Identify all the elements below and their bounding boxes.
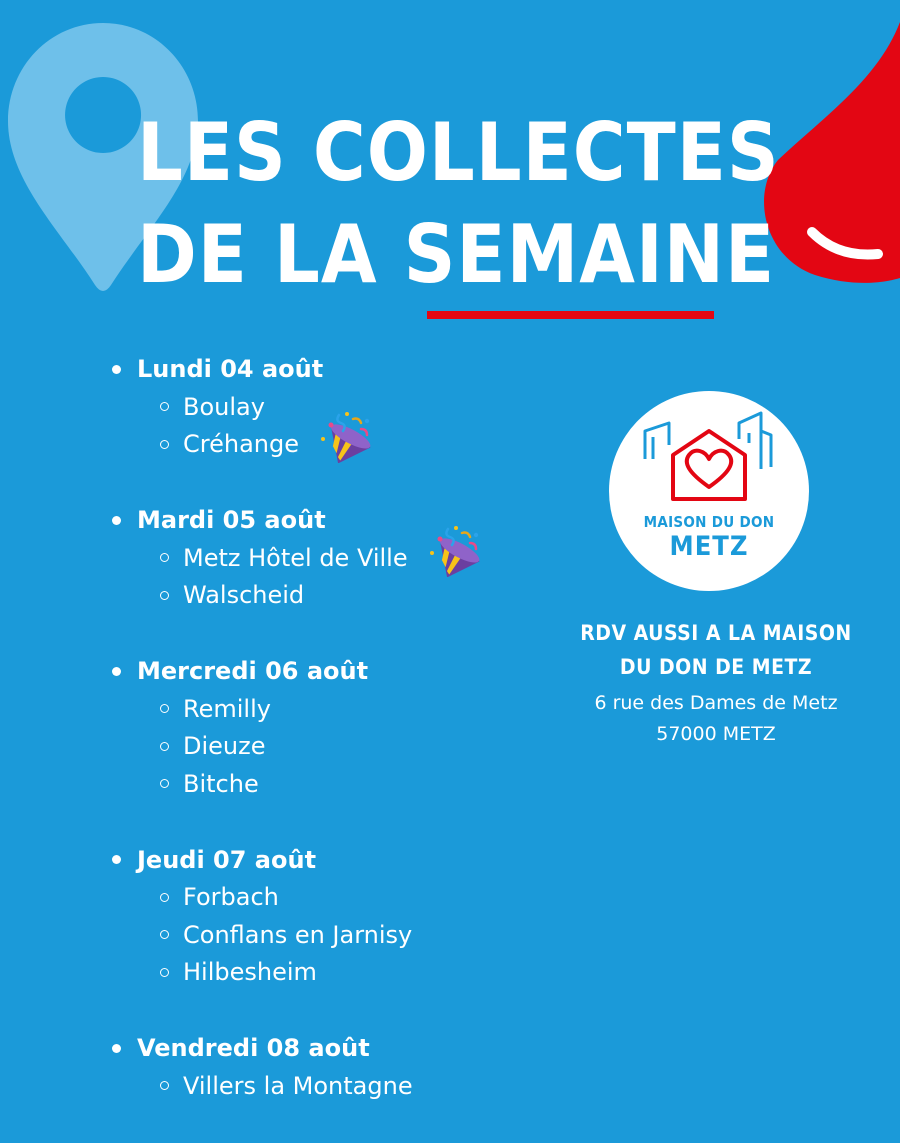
rdv-section <box>560 616 872 750</box>
bullet-icon <box>112 1044 121 1053</box>
circle-bullet-icon <box>160 742 169 751</box>
schedule-day <box>112 501 572 614</box>
collection-schedule <box>112 350 572 1143</box>
place-item <box>160 879 572 917</box>
circle-bullet-icon <box>160 930 169 939</box>
place-name: Remilly <box>183 694 271 723</box>
day-heading <box>112 1029 572 1067</box>
place-name: Créhange <box>183 430 299 459</box>
place-item <box>160 426 572 464</box>
day-heading <box>112 652 572 690</box>
circle-bullet-icon <box>160 553 169 562</box>
blood-drop-icon <box>760 10 900 290</box>
circle-bullet-icon <box>160 440 169 449</box>
place-item <box>160 765 572 803</box>
schedule-day <box>112 1029 572 1105</box>
day-label: Vendredi 08 août <box>137 1034 370 1062</box>
place-name: Metz Hôtel de Ville <box>183 543 408 572</box>
rdv-heading-line-2: DU DON DE METZ <box>619 655 813 679</box>
bullet-icon <box>112 516 121 525</box>
places-list <box>112 539 572 614</box>
rdv-address <box>560 688 872 750</box>
places-list <box>112 1067 572 1105</box>
bullet-icon <box>112 667 121 676</box>
day-label: Lundi 04 août <box>137 355 324 383</box>
address-city: 57000 METZ <box>656 723 776 745</box>
day-label: Mercredi 06 août <box>137 657 369 685</box>
party-popper-icon <box>426 525 484 577</box>
party-popper-icon <box>317 411 375 463</box>
place-item <box>160 728 572 766</box>
place-item <box>160 916 572 954</box>
place-item <box>160 577 572 615</box>
circle-bullet-icon <box>160 1081 169 1090</box>
rdv-heading-line-1: RDV AUSSI A LA MAISON <box>580 621 852 645</box>
place-name: Dieuze <box>183 732 266 761</box>
title-line-2: DE LA SEMAINE <box>137 208 776 301</box>
place-name: Hilbesheim <box>183 958 317 987</box>
place-item <box>160 954 572 992</box>
schedule-day <box>112 841 572 992</box>
circle-bullet-icon <box>160 968 169 977</box>
circle-bullet-icon <box>160 402 169 411</box>
address-street: 6 rue des Dames de Metz <box>594 692 838 714</box>
places-list <box>112 879 572 992</box>
bullet-icon <box>112 365 121 374</box>
schedule-day <box>112 350 572 463</box>
circle-bullet-icon <box>160 893 169 902</box>
day-heading <box>112 841 572 879</box>
house-heart-icon <box>639 409 779 509</box>
place-name: Bitche <box>183 769 259 798</box>
maison-du-don-logo <box>609 391 809 591</box>
page-title <box>137 102 780 306</box>
rdv-heading <box>560 616 872 684</box>
bullet-icon <box>112 855 121 864</box>
day-label: Mardi 05 août <box>137 506 326 534</box>
day-heading <box>112 501 572 539</box>
place-name: Conflans en Jarnisy <box>183 920 413 949</box>
places-list <box>112 690 572 803</box>
day-heading <box>112 350 572 388</box>
day-label: Jeudi 07 août <box>137 845 317 874</box>
logo-text-metz: METZ <box>669 531 749 562</box>
circle-bullet-icon <box>160 779 169 788</box>
title-underline <box>427 311 714 319</box>
schedule-day <box>112 652 572 803</box>
place-name: Boulay <box>183 392 265 421</box>
places-list <box>112 388 572 463</box>
place-name: Walscheid <box>183 581 305 610</box>
title-line-1: LES COLLECTES <box>137 106 780 199</box>
place-item <box>160 690 572 728</box>
place-item <box>160 1067 572 1105</box>
place-name: Villers la Montagne <box>183 1071 413 1100</box>
place-name: Forbach <box>183 883 279 912</box>
logo-text-maison: MAISON DU DON <box>643 513 775 531</box>
circle-bullet-icon <box>160 704 169 713</box>
circle-bullet-icon <box>160 591 169 600</box>
place-item <box>160 539 572 577</box>
